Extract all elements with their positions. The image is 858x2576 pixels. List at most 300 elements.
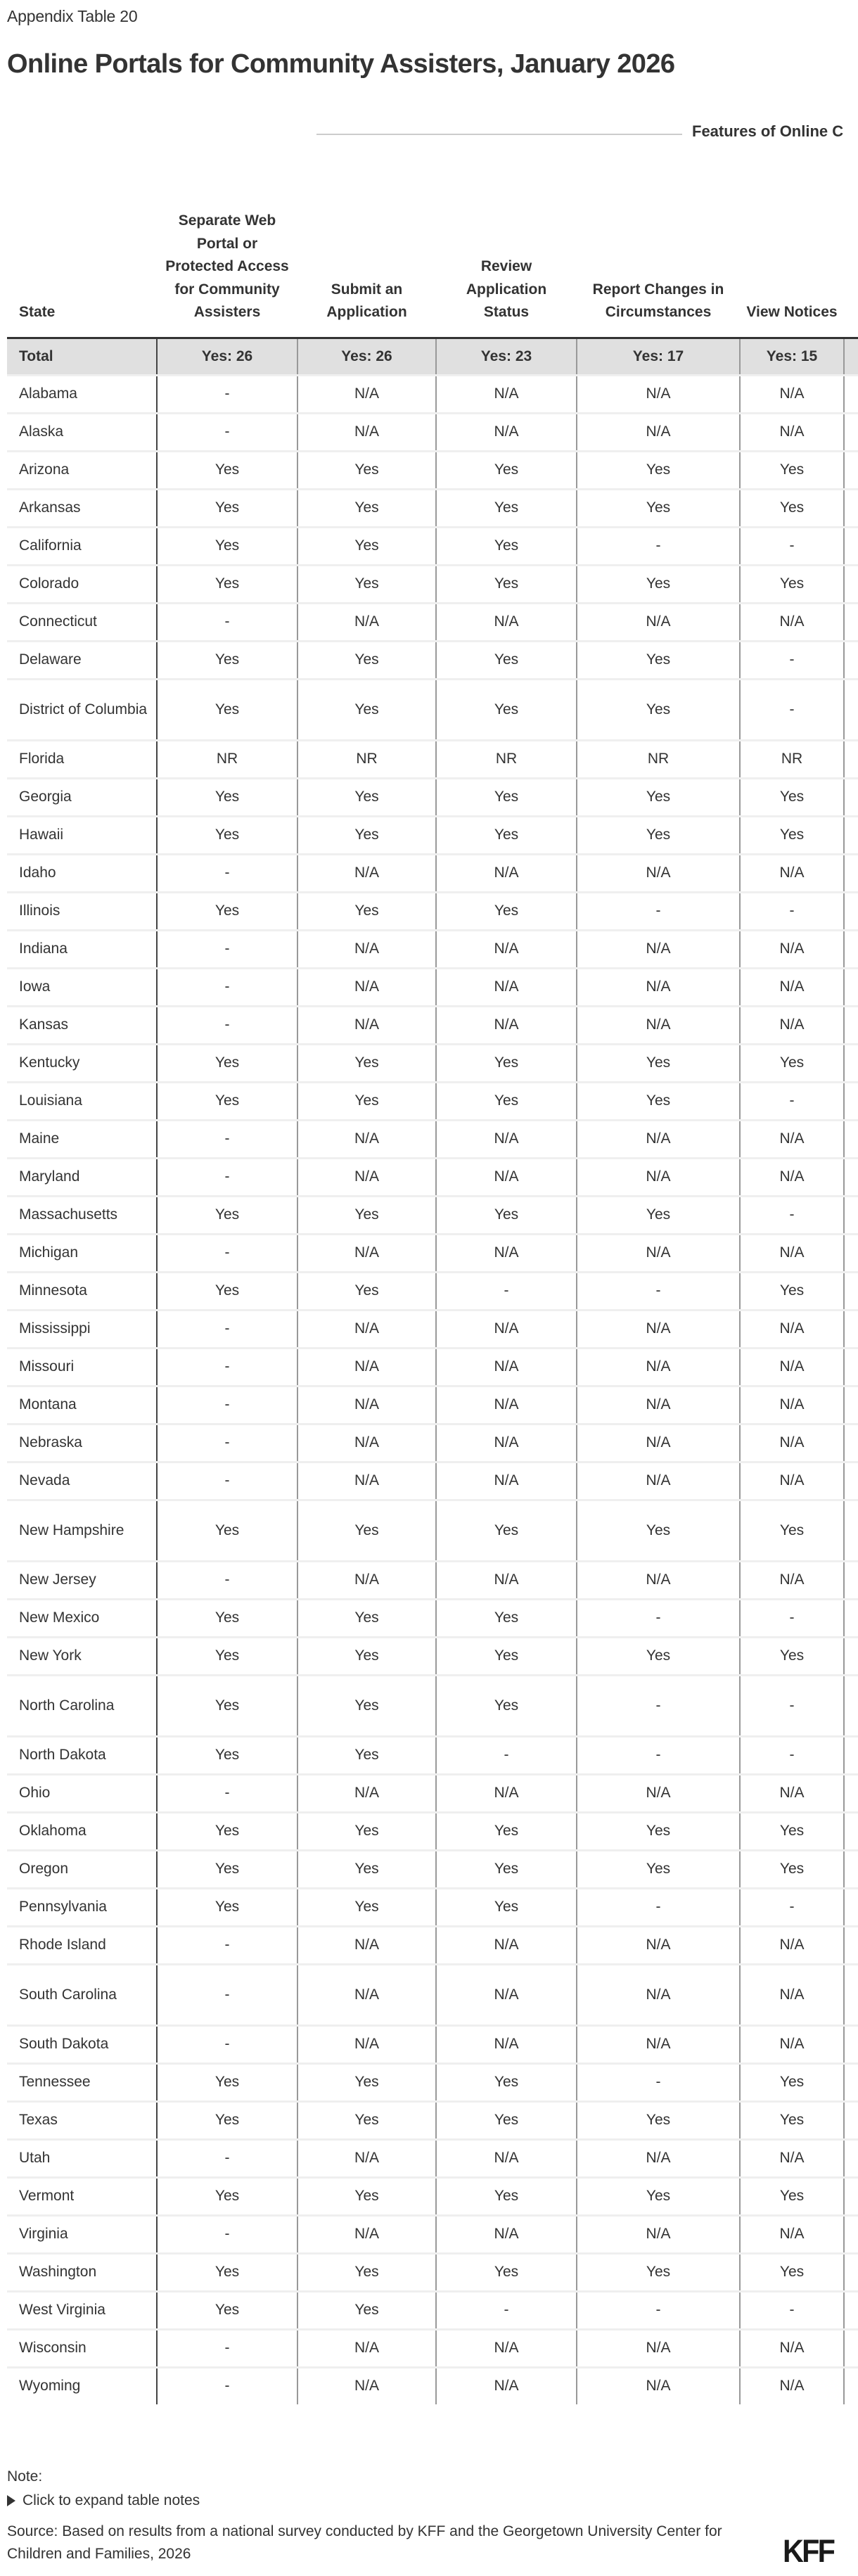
feature-cell: -	[577, 1675, 740, 1736]
table-row	[7, 2329, 858, 2367]
table-row	[7, 2291, 858, 2329]
feature-cell: Yes	[436, 1812, 577, 1850]
feature-cell: N/A	[740, 854, 844, 892]
table-row	[7, 2367, 858, 2404]
total-cell: Yes: 26	[157, 338, 297, 375]
feature-cell: Yes	[577, 2177, 740, 2215]
table-header-row	[7, 153, 858, 338]
feature-cell: Yes	[577, 1850, 740, 1888]
table-row	[7, 1888, 858, 1926]
feature-cell: Yes	[740, 1637, 844, 1675]
table-row	[7, 1386, 858, 1424]
feature-cell: -	[740, 1675, 844, 1736]
feature-cell-cutoff	[844, 413, 858, 451]
feature-cell-cutoff	[844, 2101, 858, 2139]
column-group-rule	[316, 134, 682, 135]
feature-cell-cutoff	[844, 2253, 858, 2291]
feature-cell: N/A	[577, 375, 740, 413]
feature-cell: N/A	[436, 854, 577, 892]
feature-cell: N/A	[436, 2025, 577, 2063]
feature-cell: Yes	[157, 451, 297, 489]
state-name-cell: Indiana	[7, 930, 157, 968]
feature-cell: Yes	[297, 527, 436, 565]
state-name-cell: South Dakota	[7, 2025, 157, 2063]
feature-cell: Yes	[157, 1082, 297, 1120]
state-name-cell: Kansas	[7, 1006, 157, 1044]
feature-cell: -	[577, 1736, 740, 1774]
state-name-cell: New Jersey	[7, 1561, 157, 1599]
feature-cell: Yes	[436, 892, 577, 930]
feature-cell: N/A	[297, 2329, 436, 2367]
feature-cell-cutoff	[844, 1082, 858, 1120]
feature-cell: Yes	[157, 1675, 297, 1736]
source-text: Source: Based on results from a national survey conducted by KFF and the Georgetown University Center for Children and Families, 2026	[7, 2523, 722, 2562]
total-label: Total	[7, 338, 157, 375]
feature-cell-cutoff	[844, 930, 858, 968]
feature-cell: Yes	[157, 2253, 297, 2291]
feature-cell: N/A	[436, 2367, 577, 2404]
feature-cell-cutoff	[844, 1736, 858, 1774]
total-row	[7, 338, 858, 375]
feature-cell-cutoff	[844, 1500, 858, 1561]
table-row	[7, 2063, 858, 2101]
feature-cell-cutoff	[844, 854, 858, 892]
feature-cell: -	[157, 1964, 297, 2025]
feature-cell: N/A	[577, 1561, 740, 1599]
feature-cell: Yes	[297, 1637, 436, 1675]
expand-notes-toggle[interactable]	[7, 2489, 781, 2512]
feature-cell: N/A	[297, 1926, 436, 1964]
feature-cell: N/A	[577, 1120, 740, 1158]
column-header-report-changes[interactable]: Report Changes in Circumstances	[592, 281, 724, 320]
feature-cell: N/A	[297, 1386, 436, 1424]
feature-cell: Yes	[436, 816, 577, 854]
feature-cell: N/A	[577, 1926, 740, 1964]
feature-cell: N/A	[740, 1120, 844, 1158]
feature-cell-cutoff	[844, 740, 858, 778]
feature-cell: Yes	[297, 1196, 436, 1234]
table-row	[7, 1812, 858, 1850]
feature-cell: N/A	[436, 1120, 577, 1158]
table-notes	[7, 2466, 781, 2565]
feature-cell: Yes	[157, 641, 297, 679]
feature-cell: N/A	[436, 1006, 577, 1044]
feature-cell: Yes	[740, 2253, 844, 2291]
feature-cell: N/A	[436, 375, 577, 413]
feature-cell: N/A	[436, 1310, 577, 1348]
feature-cell: Yes	[297, 1675, 436, 1736]
feature-cell: Yes	[436, 679, 577, 740]
page-title: Online Portals for Community Assisters, January 2026	[7, 49, 675, 79]
feature-cell: NR	[436, 740, 577, 778]
feature-cell: -	[577, 892, 740, 930]
state-name-cell: Massachusetts	[7, 1196, 157, 1234]
feature-cell: Yes	[436, 2177, 577, 2215]
table-row	[7, 2177, 858, 2215]
feature-cell: Yes	[577, 1196, 740, 1234]
feature-cell: Yes	[436, 2101, 577, 2139]
feature-cell-cutoff	[844, 1599, 858, 1637]
state-name-cell: Washington	[7, 2253, 157, 2291]
feature-cell: NR	[157, 740, 297, 778]
feature-cell-cutoff	[844, 1926, 858, 1964]
feature-cell: Yes	[436, 2253, 577, 2291]
feature-cell: Yes	[577, 778, 740, 816]
column-header-review-status[interactable]: Review Application Status	[466, 258, 547, 320]
table-row	[7, 1424, 858, 1462]
table-scroll-container[interactable]	[7, 153, 858, 2404]
feature-cell: N/A	[297, 1424, 436, 1462]
feature-cell: Yes	[436, 1044, 577, 1082]
feature-cell: N/A	[297, 2215, 436, 2253]
feature-cell: -	[157, 1348, 297, 1386]
feature-cell: Yes	[297, 1082, 436, 1120]
feature-cell: -	[740, 1082, 844, 1120]
feature-cell: Yes	[577, 1637, 740, 1675]
feature-cell: Yes	[297, 1500, 436, 1561]
feature-cell: N/A	[297, 1462, 436, 1500]
feature-cell: N/A	[577, 1386, 740, 1424]
feature-cell: N/A	[577, 2367, 740, 2404]
feature-cell: -	[157, 2215, 297, 2253]
feature-cell: N/A	[436, 1158, 577, 1196]
feature-cell: N/A	[740, 2329, 844, 2367]
feature-cell: -	[157, 1926, 297, 1964]
feature-cell: Yes	[740, 1500, 844, 1561]
feature-cell: Yes	[157, 778, 297, 816]
state-name-cell: West Virginia	[7, 2291, 157, 2329]
feature-cell: -	[157, 375, 297, 413]
feature-cell-cutoff	[844, 451, 858, 489]
feature-cell: Yes	[297, 778, 436, 816]
feature-cell: N/A	[297, 2025, 436, 2063]
state-name-cell: Illinois	[7, 892, 157, 930]
feature-cell: -	[157, 1120, 297, 1158]
feature-cell: -	[740, 679, 844, 740]
feature-cell: Yes	[157, 2177, 297, 2215]
feature-cell-cutoff	[844, 892, 858, 930]
state-name-cell: Nebraska	[7, 1424, 157, 1462]
feature-cell: Yes	[436, 1637, 577, 1675]
state-name-cell: Florida	[7, 740, 157, 778]
feature-cell: N/A	[436, 2139, 577, 2177]
expand-notes-label: Click to expand table notes	[23, 2492, 200, 2508]
table-row	[7, 1044, 858, 1082]
feature-cell: -	[157, 2025, 297, 2063]
feature-cell: Yes	[740, 1850, 844, 1888]
feature-cell: N/A	[297, 1158, 436, 1196]
table-row	[7, 603, 858, 641]
feature-cell-cutoff	[844, 1006, 858, 1044]
table-row	[7, 413, 858, 451]
feature-cell: -	[740, 892, 844, 930]
state-name-cell: Colorado	[7, 565, 157, 603]
column-header-state[interactable]: State	[19, 304, 56, 320]
feature-cell-cutoff	[844, 1310, 858, 1348]
feature-cell: N/A	[436, 413, 577, 451]
feature-cell: Yes	[297, 451, 436, 489]
feature-cell: -	[157, 930, 297, 968]
table-row	[7, 1774, 858, 1812]
feature-cell: Yes	[157, 527, 297, 565]
feature-cell: -	[740, 1888, 844, 1926]
feature-cell: Yes	[297, 679, 436, 740]
feature-cell: N/A	[740, 2215, 844, 2253]
caret-right-icon	[7, 2495, 15, 2506]
state-name-cell: Arizona	[7, 451, 157, 489]
feature-cell: Yes	[740, 565, 844, 603]
state-name-cell: Louisiana	[7, 1082, 157, 1120]
state-name-cell: Virginia	[7, 2215, 157, 2253]
table-row	[7, 375, 858, 413]
feature-cell: -	[157, 1158, 297, 1196]
feature-cell: Yes	[157, 2291, 297, 2329]
feature-cell: Yes	[157, 1500, 297, 1561]
table-row	[7, 2025, 858, 2063]
feature-cell: NR	[297, 740, 436, 778]
total-cell: Yes: 17	[577, 338, 740, 375]
feature-cell: Yes	[436, 1675, 577, 1736]
column-header-view-notices[interactable]: View Notices	[746, 304, 838, 320]
feature-cell: N/A	[297, 1561, 436, 1599]
feature-cell: N/A	[740, 413, 844, 451]
feature-cell: N/A	[297, 1964, 436, 2025]
feature-cell: Yes	[577, 565, 740, 603]
state-name-cell: New York	[7, 1637, 157, 1675]
table-row	[7, 451, 858, 489]
table-row	[7, 1158, 858, 1196]
feature-cell: Yes	[577, 451, 740, 489]
column-header-submit-application[interactable]: Submit an Application	[326, 281, 407, 320]
table-row	[7, 527, 858, 565]
feature-cell: Yes	[577, 1082, 740, 1120]
feature-cell: N/A	[577, 413, 740, 451]
state-name-cell: Pennsylvania	[7, 1888, 157, 1926]
feature-cell-cutoff	[844, 1272, 858, 1310]
feature-cell: -	[740, 2291, 844, 2329]
feature-cell-cutoff	[844, 778, 858, 816]
feature-cell: N/A	[740, 1158, 844, 1196]
feature-cell-cutoff	[844, 2367, 858, 2404]
table-row	[7, 930, 858, 968]
feature-cell: N/A	[436, 2329, 577, 2367]
feature-cell: -	[577, 1272, 740, 1310]
feature-cell: Yes	[297, 1044, 436, 1082]
feature-cell: -	[157, 1006, 297, 1044]
state-name-cell: South Carolina	[7, 1964, 157, 2025]
feature-cell: -	[157, 1386, 297, 1424]
feature-cell: Yes	[297, 2291, 436, 2329]
table-row	[7, 816, 858, 854]
state-name-cell: New Hampshire	[7, 1500, 157, 1561]
table-row	[7, 1675, 858, 1736]
table-row	[7, 968, 858, 1006]
feature-cell-cutoff	[844, 816, 858, 854]
feature-cell: N/A	[740, 1006, 844, 1044]
feature-cell: Yes	[157, 1272, 297, 1310]
feature-cell: Yes	[577, 2101, 740, 2139]
feature-cell: Yes	[577, 816, 740, 854]
feature-cell: Yes	[436, 527, 577, 565]
feature-cell: N/A	[577, 1774, 740, 1812]
feature-cell: Yes	[740, 2101, 844, 2139]
feature-cell-cutoff	[844, 1462, 858, 1500]
state-name-cell: Delaware	[7, 641, 157, 679]
feature-cell: Yes	[297, 1888, 436, 1926]
feature-cell: Yes	[740, 451, 844, 489]
table-row	[7, 854, 858, 892]
feature-cell: -	[740, 1599, 844, 1637]
feature-cell: N/A	[740, 1964, 844, 2025]
feature-cell-cutoff	[844, 1196, 858, 1234]
feature-cell: Yes	[157, 1736, 297, 1774]
state-name-cell: Idaho	[7, 854, 157, 892]
table-row	[7, 1272, 858, 1310]
kff-logo: KFF	[783, 2533, 834, 2569]
feature-cell: -	[577, 2063, 740, 2101]
table-row	[7, 892, 858, 930]
feature-cell: N/A	[740, 2139, 844, 2177]
feature-cell: N/A	[297, 2139, 436, 2177]
feature-cell-cutoff	[844, 641, 858, 679]
state-name-cell: Georgia	[7, 778, 157, 816]
state-name-cell: Alabama	[7, 375, 157, 413]
state-name-cell: Ohio	[7, 1774, 157, 1812]
feature-cell-cutoff	[844, 1386, 858, 1424]
feature-cell: Yes	[297, 1272, 436, 1310]
feature-cell-cutoff	[844, 2215, 858, 2253]
feature-cell: -	[157, 603, 297, 641]
table-row	[7, 1736, 858, 1774]
feature-cell-cutoff	[844, 2329, 858, 2367]
feature-cell-cutoff	[844, 2139, 858, 2177]
feature-cell: N/A	[297, 930, 436, 968]
feature-cell: Yes	[740, 2063, 844, 2101]
state-name-cell: Michigan	[7, 1234, 157, 1272]
feature-cell-cutoff	[844, 1120, 858, 1158]
feature-cell: Yes	[436, 778, 577, 816]
feature-cell: N/A	[740, 603, 844, 641]
feature-cell: -	[157, 2329, 297, 2367]
table-row	[7, 740, 858, 778]
feature-cell-cutoff	[844, 2063, 858, 2101]
feature-cell: N/A	[436, 1561, 577, 1599]
table-row	[7, 1082, 858, 1120]
feature-cell: -	[577, 1599, 740, 1637]
table-row	[7, 1462, 858, 1500]
feature-cell: N/A	[436, 968, 577, 1006]
feature-cell: Yes	[157, 1888, 297, 1926]
feature-cell: N/A	[577, 2025, 740, 2063]
feature-cell-cutoff	[844, 2177, 858, 2215]
feature-cell-cutoff	[844, 1675, 858, 1736]
feature-cell: -	[157, 2367, 297, 2404]
total-cell-cutoff	[844, 338, 858, 375]
feature-cell: Yes	[577, 489, 740, 527]
feature-cell: N/A	[577, 1234, 740, 1272]
feature-cell: N/A	[297, 413, 436, 451]
feature-cell: N/A	[740, 1310, 844, 1348]
feature-cell: -	[157, 1310, 297, 1348]
feature-cell: N/A	[297, 1120, 436, 1158]
table-row	[7, 1850, 858, 1888]
table-row	[7, 1310, 858, 1348]
feature-cell: Yes	[297, 1812, 436, 1850]
table-row	[7, 641, 858, 679]
feature-cell: -	[157, 1561, 297, 1599]
feature-cell: Yes	[436, 2063, 577, 2101]
table-row	[7, 1006, 858, 1044]
feature-cell: N/A	[297, 854, 436, 892]
state-name-cell: Connecticut	[7, 603, 157, 641]
feature-cell: Yes	[157, 816, 297, 854]
state-name-cell: Tennessee	[7, 2063, 157, 2101]
state-name-cell: District of Columbia	[7, 679, 157, 740]
feature-cell: N/A	[297, 2367, 436, 2404]
feature-cell: Yes	[297, 1736, 436, 1774]
feature-cell: Yes	[436, 489, 577, 527]
table-row	[7, 2215, 858, 2253]
feature-cell: Yes	[297, 641, 436, 679]
feature-cell-cutoff	[844, 968, 858, 1006]
table-row	[7, 565, 858, 603]
feature-cell: -	[157, 1462, 297, 1500]
table-row	[7, 1348, 858, 1386]
state-name-cell: North Carolina	[7, 1675, 157, 1736]
feature-cell: N/A	[577, 1964, 740, 2025]
total-cell: Yes: 23	[436, 338, 577, 375]
feature-cell: Yes	[157, 2063, 297, 2101]
feature-cell: N/A	[577, 854, 740, 892]
feature-cell: N/A	[436, 1964, 577, 2025]
feature-cell: Yes	[577, 1044, 740, 1082]
feature-cell: -	[577, 527, 740, 565]
state-name-cell: Mississippi	[7, 1310, 157, 1348]
feature-cell-cutoff	[844, 489, 858, 527]
feature-cell: -	[157, 968, 297, 1006]
feature-cell: Yes	[436, 1500, 577, 1561]
feature-cell: -	[157, 1234, 297, 1272]
feature-cell: N/A	[577, 1158, 740, 1196]
feature-cell: Yes	[577, 1500, 740, 1561]
feature-cell: -	[157, 1774, 297, 1812]
feature-cell: N/A	[740, 375, 844, 413]
state-name-cell: Maryland	[7, 1158, 157, 1196]
feature-cell-cutoff	[844, 603, 858, 641]
state-name-cell: Maine	[7, 1120, 157, 1158]
feature-cell: N/A	[740, 1561, 844, 1599]
feature-cell: Yes	[297, 2101, 436, 2139]
state-name-cell: Alaska	[7, 413, 157, 451]
feature-cell: Yes	[740, 816, 844, 854]
feature-cell: -	[436, 1272, 577, 1310]
feature-cell: N/A	[436, 1234, 577, 1272]
feature-cell: Yes	[157, 1196, 297, 1234]
state-name-cell: Wyoming	[7, 2367, 157, 2404]
feature-cell: -	[436, 1736, 577, 1774]
feature-cell: Yes	[436, 1599, 577, 1637]
feature-cell: N/A	[577, 1006, 740, 1044]
feature-cell: -	[577, 2291, 740, 2329]
table-row	[7, 1196, 858, 1234]
feature-cell-cutoff	[844, 1812, 858, 1850]
column-header-separate-portal[interactable]: Separate Web Portal or Protected Access for Community Assisters	[165, 212, 289, 320]
state-name-cell: New Mexico	[7, 1599, 157, 1637]
feature-cell-cutoff	[844, 1424, 858, 1462]
feature-cell: Yes	[297, 1599, 436, 1637]
feature-cell: N/A	[740, 2025, 844, 2063]
feature-cell: Yes	[577, 1812, 740, 1850]
